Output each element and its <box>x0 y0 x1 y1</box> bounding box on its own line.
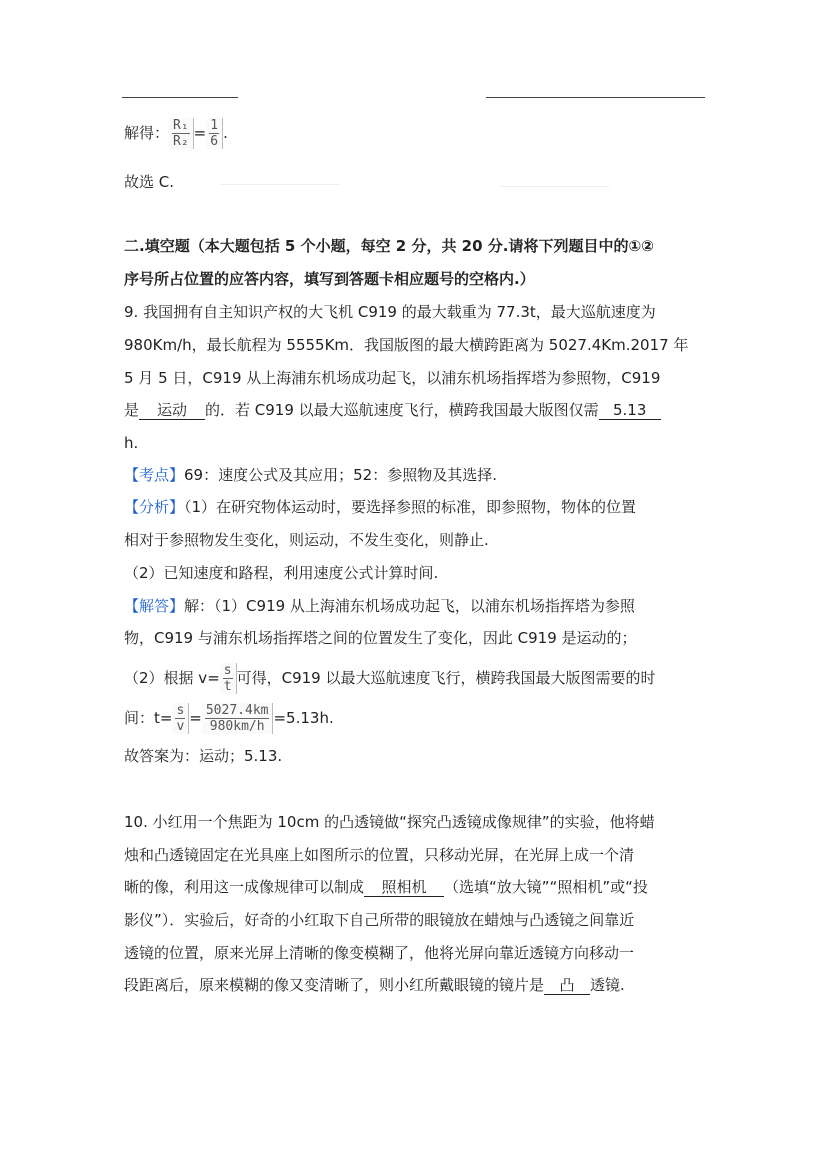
q10-line4: 影仪”）．实验后，好奇的小红取下自己所带的眼镜放在蜡烛与凸透镜之间靠近 <box>124 911 635 929</box>
fraction-r1-r2: $\frac{\text{R₁}}{\text{R₂}}$ <box>169 118 194 149</box>
fenxi-tag: 【分析】 <box>124 498 185 516</box>
jieda-tag: 【解答】 <box>124 597 185 615</box>
q9-line1: 9. 我国拥有自主知识产权的大飞机 C919 的最大载重为 77.3t，最大巡航速度为 <box>124 303 656 321</box>
q9-line2: 980Km/h，最长航程为 5555Km．我国版图的最大横跨距离为 5027.4Km.2017 年 <box>124 336 689 354</box>
q9-fenxi-line2: 相对于参照物发生变化，则运动，不发生变化，则静止. <box>124 531 489 549</box>
q9-fenxi-line3: （2）已知速度和路程，利用速度公式计算时间. <box>124 564 439 582</box>
q9-line3: 5 月 5 日，C919 从上海浦东机场成功起飞，以浦东机场指挥塔为参照物，C919 <box>124 369 661 387</box>
q10-answer-blank-2: 凸 <box>544 976 590 995</box>
section-heading-line2: 序号所占位置的应答内容，填写到答题卡相应题号的空格内.） <box>124 270 535 288</box>
q9-jieda-line1: 【解答】解：（1）C919 从上海浦东机场成功起飞，以浦东机场指挥塔为参照 <box>124 597 635 615</box>
q10-line3: 晰的像，利用这一成像规律可以制成 照相机 （选填“放大镜”“照相机”或“投 <box>124 878 648 896</box>
q9-fenxi-line1: 【分析】（1）在研究物体运动时，要选择参照的标准，即参照物，物体的位置 <box>124 498 637 516</box>
q9-answer-line: 故答案为：运动；5.13. <box>124 747 283 765</box>
q10-line6: 段距离后，原来模糊的像又变清晰了，则小红所戴眼镜的镜片是 凸 透镜. <box>124 976 625 994</box>
choice-line: 故选 C. <box>124 173 175 191</box>
solve-prefix: 解得： <box>124 124 170 142</box>
scan-mark <box>500 186 610 187</box>
q10-answer-blank-1: 照相机 <box>364 878 444 897</box>
q9-kaodian: 【考点】69：速度公式及其应用；52：参照物及其选择. <box>124 466 497 484</box>
fraction-distance-over-speed: $\frac{5027.4km}{980km/h}$ <box>202 703 274 734</box>
q9-line5: h. <box>124 434 139 452</box>
q9-line4: 是 运动 的．若 C919 以最大巡航速度飞行，横跨我国最大版图仅需 5.13 <box>124 400 661 420</box>
q9-jieda-line4: 间：t= $\frac{s}{v}$ = $\frac{5027.4km}{980km/h}$ =5.13h. <box>124 703 334 734</box>
solve-line: 解得： $\frac{\text{R₁}}{\text{R₂}}$ = $\frac{1}{6}$ . <box>124 118 228 149</box>
q10-line5: 透镜的位置，原来光屏上清晰的像变模糊了，他将光屏向靠近透镜方向移动一 <box>124 944 635 962</box>
q9-jieda-line3: （2）根据 v= $\frac{s}{t}$ 可得，C919 以最大巡航速度飞行，横跨我国最大版图需要的时 <box>124 663 656 694</box>
kaodian-tag: 【考点】 <box>124 466 185 484</box>
fraction-s-over-v: $\frac{s}{v}$ <box>172 703 189 734</box>
top-left-rule <box>122 97 238 98</box>
q9-answer-blank-2: 5.13 <box>599 401 661 420</box>
top-right-rule <box>486 97 705 98</box>
q9-answer-blank-1: 运动 <box>139 401 205 420</box>
fraction-one-sixth: $\frac{1}{6}$ <box>206 118 223 149</box>
q10-line1: 10. 小红用一个焦距为 10cm 的凸透镜做“探究凸透镜成像规律”的实验，他将蜡 <box>124 813 655 831</box>
q10-line2: 烛和凸透镜固定在光具座上如图所示的位置，只移动光屏，在光屏上成一个清 <box>124 846 635 864</box>
scan-mark <box>220 184 340 185</box>
fraction-s-over-t: $\frac{s}{t}$ <box>220 663 237 694</box>
q9-jieda-line2: 物，C919 与浦东机场指挥塔之间的位置发生了变化，因此 C919 是运动的； <box>124 629 637 647</box>
section-heading-line1: 二.填空题（本大题包括 5 个小题，每空 2 分，共 20 分.请将下列题目中的①② <box>124 237 654 255</box>
